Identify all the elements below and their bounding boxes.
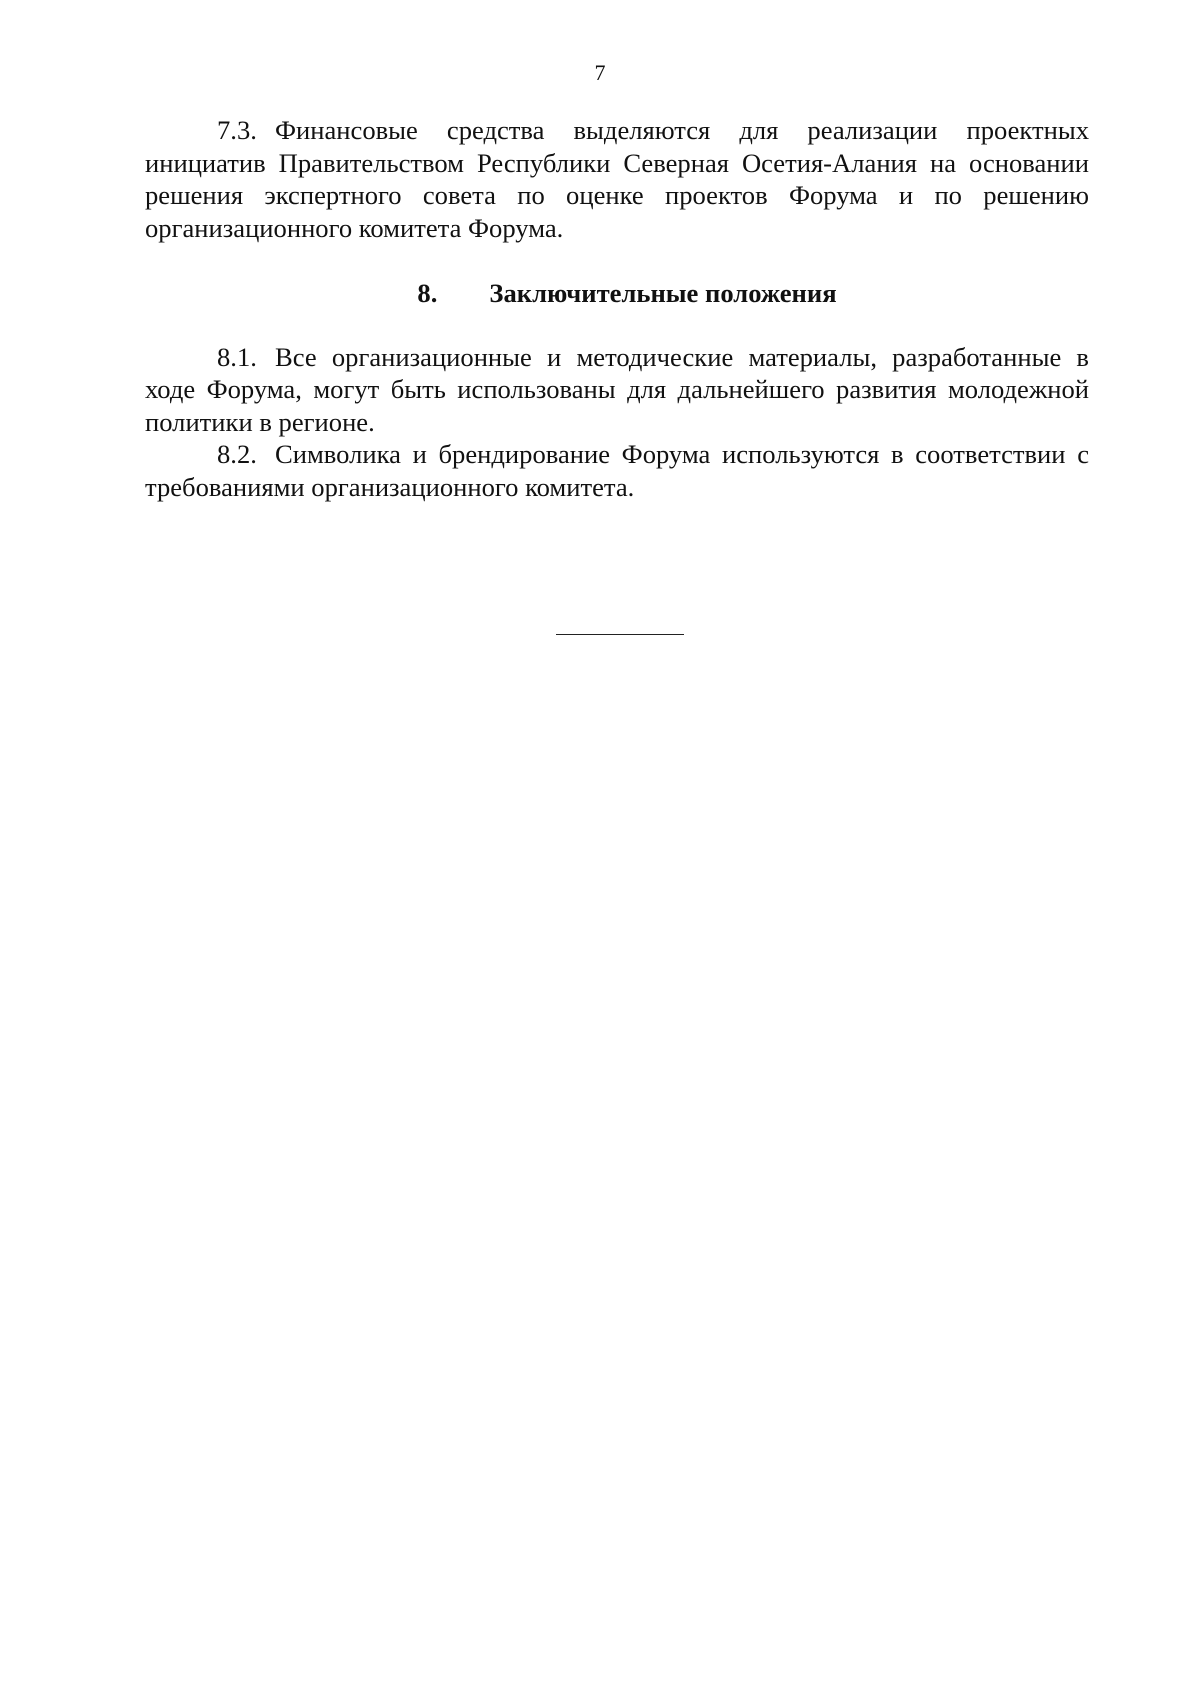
paragraph-8-2 — [145, 438, 1089, 503]
paragraph-text: Все организационные и методические материалы, разработанные в ходе Форума, могут быть использованы для дальнейшего развития молодежной политики в регионе. — [145, 341, 1089, 437]
paragraph-8-1 — [145, 341, 1089, 439]
paragraph-7-3 — [145, 114, 1089, 244]
document-body — [145, 114, 1089, 503]
paragraph-text: Финансовые средства выделяются для реализации проектных инициатив Правительством Республики Северная Осетия-Алания на основании решения экспертного совета по оценке проектов Форума и по решению организационного комитета Форума. — [145, 115, 1089, 243]
paragraph-number: 7.3. — [217, 115, 257, 145]
section-heading — [145, 277, 1089, 310]
paragraph-number: 8.2. — [217, 439, 257, 469]
page-number: 7 — [594, 60, 606, 85]
end-of-document-line — [556, 634, 684, 635]
section-number: 8. — [417, 278, 438, 308]
paragraph-text: Символика и брендирование Форума используются в соответствии с требованиями организационного комитета. — [145, 439, 1089, 502]
paragraph-number: 8.1. — [217, 341, 257, 372]
section-title: Заключительные положения — [489, 278, 837, 308]
